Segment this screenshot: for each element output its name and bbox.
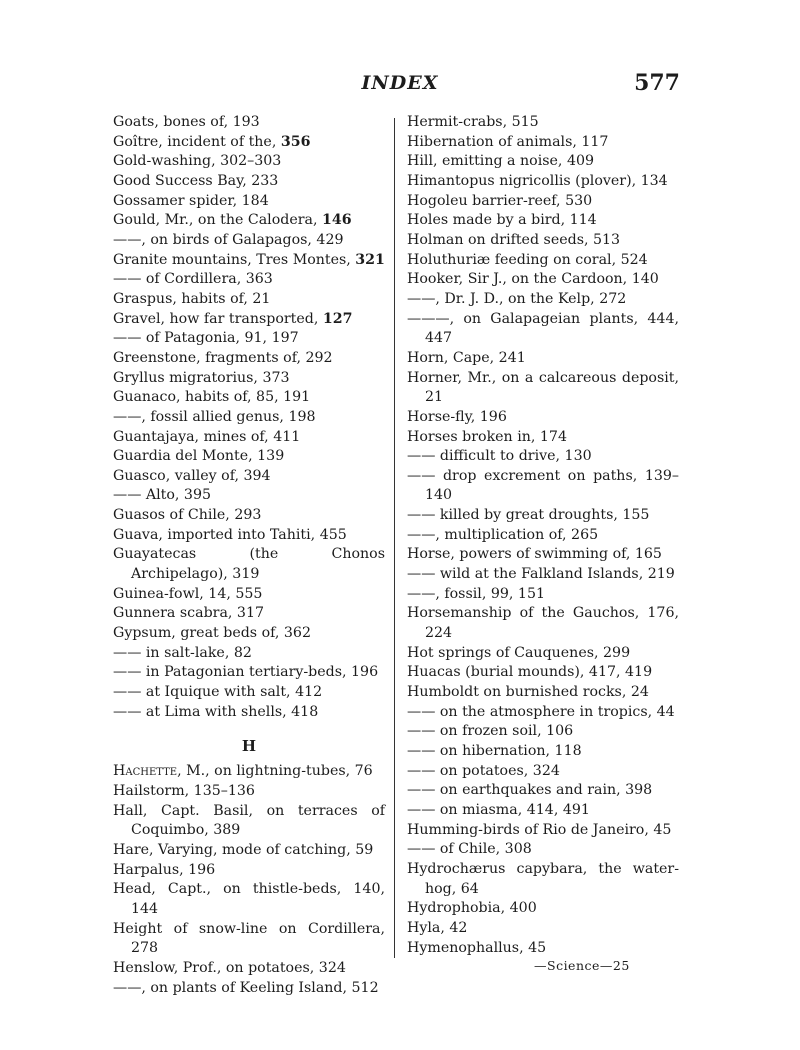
entry-text: ——, on birds of Galapagos, 429 xyxy=(113,231,344,248)
index-entry xyxy=(407,860,679,899)
index-entry xyxy=(113,349,385,369)
signature-mark: —Science—25 xyxy=(534,958,630,973)
index-entries-h-continued xyxy=(407,113,679,958)
entry-text: —— difficult to drive, 130 xyxy=(407,448,592,465)
entry-text: Hymenophallus, 45 xyxy=(407,939,547,956)
index-entry xyxy=(113,152,385,172)
index-entry xyxy=(407,113,679,133)
index-entry xyxy=(407,447,679,467)
index-entry xyxy=(407,545,679,565)
index-entry xyxy=(407,585,679,605)
index-entry xyxy=(407,840,679,860)
index-entry xyxy=(113,113,385,133)
entry-text: Granite mountains, Tres Montes, 321 xyxy=(113,251,385,268)
page-number: 577 xyxy=(634,70,680,96)
entry-text: Humming-birds of Rio de Janeiro, 45 xyxy=(407,821,672,838)
entry-text: —— killed by great droughts, 155 xyxy=(407,507,650,524)
entry-text: Gravel, how far transported, 127 xyxy=(113,310,353,327)
index-entry xyxy=(407,565,679,585)
entry-text: Holes made by a bird, 114 xyxy=(407,212,597,229)
index-entry xyxy=(407,251,679,271)
index-entry xyxy=(113,861,385,881)
bold-page-ref: 321 xyxy=(355,251,385,268)
index-entry xyxy=(113,604,385,624)
entry-text: Guanaco, habits of, 85, 191 xyxy=(113,389,311,406)
index-entry xyxy=(113,959,385,979)
index-entry xyxy=(113,880,385,919)
entry-text: —— of Patagonia, 91, 197 xyxy=(113,330,299,347)
index-entry xyxy=(407,428,679,448)
index-entries-h xyxy=(113,762,385,998)
entry-text: , M., on lightning-tubes, 76 xyxy=(177,763,373,780)
entry-text: Gypsum, great beds of, 362 xyxy=(113,625,311,642)
entry-text: —— at Iquique with salt, 412 xyxy=(113,684,323,701)
entry-text: Huacas (burial mounds), 417, 419 xyxy=(407,664,653,681)
index-entry xyxy=(407,604,679,643)
entry-text: Horsemanship of the Gauchos, 176, 224 xyxy=(407,605,679,642)
entry-text: —— on potatoes, 324 xyxy=(407,762,560,779)
index-entry xyxy=(407,762,679,782)
entry-text: Hot springs of Cauquenes, 299 xyxy=(407,644,631,661)
index-entry xyxy=(407,683,679,703)
entry-text: Harpalus, 196 xyxy=(113,861,216,878)
index-entry xyxy=(113,290,385,310)
entry-text: Guardia del Monte, 139 xyxy=(113,448,285,465)
index-entry xyxy=(113,802,385,841)
entry-text: Height of snow-line on Cordillera, 278 xyxy=(113,920,385,957)
index-entry xyxy=(113,506,385,526)
entry-text: Goats, bones of, 193 xyxy=(113,114,260,130)
entry-text: —— on hibernation, 118 xyxy=(407,743,582,759)
entry-text: Gold-washing, 302–303 xyxy=(113,153,282,170)
entry-text: Horner, Mr., on a calcareous deposit, 21 xyxy=(407,369,679,406)
entry-text: ——, multiplication of, 265 xyxy=(407,526,599,543)
index-entry xyxy=(407,644,679,664)
index-entry xyxy=(113,841,385,861)
entry-text: Hibernation of animals, 117 xyxy=(407,133,609,150)
bold-page-ref: 146 xyxy=(322,212,352,229)
index-entry xyxy=(407,152,679,172)
index-entry xyxy=(113,428,385,448)
index-entry xyxy=(113,762,385,782)
index-entry xyxy=(113,683,385,703)
entry-text: Horse-fly, 196 xyxy=(407,408,507,425)
entry-text: ——, fossil, 99, 151 xyxy=(407,585,545,602)
index-entry xyxy=(113,270,385,290)
index-entry xyxy=(407,310,679,349)
index-entry xyxy=(407,703,679,723)
bold-page-ref: 127 xyxy=(322,310,353,327)
entry-text: Good Success Bay, 233 xyxy=(113,172,279,189)
entry-text: ———, on Galapageian plants, 444, 447 xyxy=(407,310,679,347)
entry-text: Hooker, Sir J., on the Cardoon, 140 xyxy=(407,271,659,288)
index-entry xyxy=(113,172,385,192)
index-entry xyxy=(407,506,679,526)
entry-text: —— in salt-lake, 82 xyxy=(113,644,252,661)
index-entry xyxy=(113,644,385,664)
index-entry xyxy=(113,486,385,506)
entry-text: Gryllus migratorius, 373 xyxy=(113,369,290,386)
entry-text: —— in Patagonian tertiary-beds, 196 xyxy=(113,664,379,681)
entry-text: ——, Dr. J. D., on the Kelp, 272 xyxy=(407,290,627,307)
left-column xyxy=(113,113,385,998)
index-entry xyxy=(113,585,385,605)
index-entry xyxy=(407,270,679,290)
entry-text: Graspus, habits of, 21 xyxy=(113,290,271,307)
index-entry xyxy=(113,211,385,231)
entry-text: Guayatecas (the Chonos Archipelago), 319 xyxy=(113,546,385,583)
entry-text: ——, fossil allied genus, 198 xyxy=(113,408,316,425)
index-entry xyxy=(113,663,385,683)
entry-text: —— on earthquakes and rain, 398 xyxy=(407,782,653,799)
index-entry xyxy=(113,231,385,251)
index-entry xyxy=(113,388,385,408)
index-entry xyxy=(407,467,679,506)
column-divider xyxy=(394,118,395,958)
entry-text: Hermit-crabs, 515 xyxy=(407,114,539,130)
entry-text: Head, Capt., on thistle-beds, 140, 144 xyxy=(113,881,385,917)
index-entry xyxy=(407,211,679,231)
entry-text: Hall, Capt. Basil, on terraces of Coquimbo, 389 xyxy=(113,802,385,839)
entry-text: Hill, emitting a noise, 409 xyxy=(407,153,595,170)
entry-text: Gould, Mr., on the Calodera, 146 xyxy=(113,212,352,229)
entry-text: ——, on plants of Keeling Island, 512 xyxy=(113,979,379,996)
entry-text: —— on the atmosphere in tropics, 44 xyxy=(407,703,675,720)
index-entry xyxy=(407,821,679,841)
entry-text: —— on miasma, 414, 491 xyxy=(407,801,590,818)
entry-text: Humboldt on burnished rocks, 24 xyxy=(407,684,649,701)
index-entry xyxy=(113,251,385,271)
entry-text: Holman on drifted seeds, 513 xyxy=(407,231,621,248)
index-entries-g xyxy=(113,113,385,722)
index-entry xyxy=(407,172,679,192)
entry-text: Guasco, valley of, 394 xyxy=(113,467,271,484)
index-entry xyxy=(407,349,679,369)
entry-text: Goître, incident of the, 356 xyxy=(113,133,311,150)
entry-text: —— Alto, 395 xyxy=(113,487,212,504)
entry-text: Gunnera scabra, 317 xyxy=(113,605,264,622)
index-entry xyxy=(113,920,385,959)
index-entry xyxy=(113,369,385,389)
index-entry xyxy=(113,192,385,212)
index-entry xyxy=(113,329,385,349)
index-entry xyxy=(113,979,385,999)
section-letter: H xyxy=(241,737,257,756)
entry-text: Guinea-fowl, 14, 555 xyxy=(113,585,263,602)
entry-text: —— wild at the Falkland Islands, 219 xyxy=(407,566,675,583)
index-entry xyxy=(113,447,385,467)
index-entry xyxy=(407,781,679,801)
entry-lead: Hachette xyxy=(113,763,178,780)
entry-text: Guantajaya, mines of, 411 xyxy=(113,428,301,445)
index-entry xyxy=(407,408,679,428)
index-entry xyxy=(407,526,679,546)
entry-text: Horn, Cape, 241 xyxy=(407,349,526,366)
entry-text: Greenstone, fragments of, 292 xyxy=(113,349,333,366)
index-entry xyxy=(113,624,385,644)
entry-text: Hyla, 42 xyxy=(407,919,468,936)
index-entry xyxy=(407,722,679,742)
index-entry xyxy=(113,545,385,584)
index-entry xyxy=(407,192,679,212)
entry-text: Guava, imported into Tahiti, 455 xyxy=(113,526,347,543)
index-entry xyxy=(407,801,679,821)
index-entry xyxy=(407,133,679,153)
entry-text: —— at Lima with shells, 418 xyxy=(113,703,319,720)
index-entry xyxy=(407,919,679,939)
index-entry xyxy=(407,742,679,762)
entry-text: —— of Chile, 308 xyxy=(407,841,532,858)
entry-text: Himantopus nigricollis (plover), 134 xyxy=(407,172,668,189)
entry-text: Hogoleu barrier-reef, 530 xyxy=(407,192,593,209)
entry-text: Guasos of Chile, 293 xyxy=(113,507,262,524)
entry-text: Holuthuriæ feeding on coral, 524 xyxy=(407,251,648,268)
entry-text: Horses broken in, 174 xyxy=(407,428,567,445)
entry-text: Hare, Varying, mode of catching, 59 xyxy=(113,841,374,858)
entry-text: Horse, powers of swimming of, 165 xyxy=(407,546,662,563)
index-entry xyxy=(407,290,679,310)
index-entry xyxy=(113,782,385,802)
index-entry xyxy=(407,663,679,683)
index-entry xyxy=(113,526,385,546)
index-entry xyxy=(407,369,679,408)
entry-text: Hydrochærus capybara, the water-hog, 64 xyxy=(407,860,679,897)
bold-page-ref: 356 xyxy=(280,133,311,150)
entry-text: Hailstorm, 135–136 xyxy=(113,783,255,799)
index-entry xyxy=(407,939,679,959)
entry-text: Gossamer spider, 184 xyxy=(113,192,269,209)
entry-text: Henslow, Prof., on potatoes, 324 xyxy=(113,959,346,976)
index-entry xyxy=(113,408,385,428)
right-column xyxy=(407,113,679,958)
index-entry xyxy=(113,467,385,487)
running-title: INDEX xyxy=(361,72,439,94)
index-entry xyxy=(113,703,385,723)
index-entry xyxy=(113,310,385,330)
entry-text: —— drop excrement on paths, 139–140 xyxy=(407,467,679,504)
index-entry xyxy=(113,133,385,153)
index-entry xyxy=(407,899,679,919)
entry-text: —— of Cordillera, 363 xyxy=(113,271,273,288)
entry-text: Hydrophobia, 400 xyxy=(407,900,537,917)
entry-text: —— on frozen soil, 106 xyxy=(407,723,574,740)
index-entry xyxy=(407,231,679,251)
